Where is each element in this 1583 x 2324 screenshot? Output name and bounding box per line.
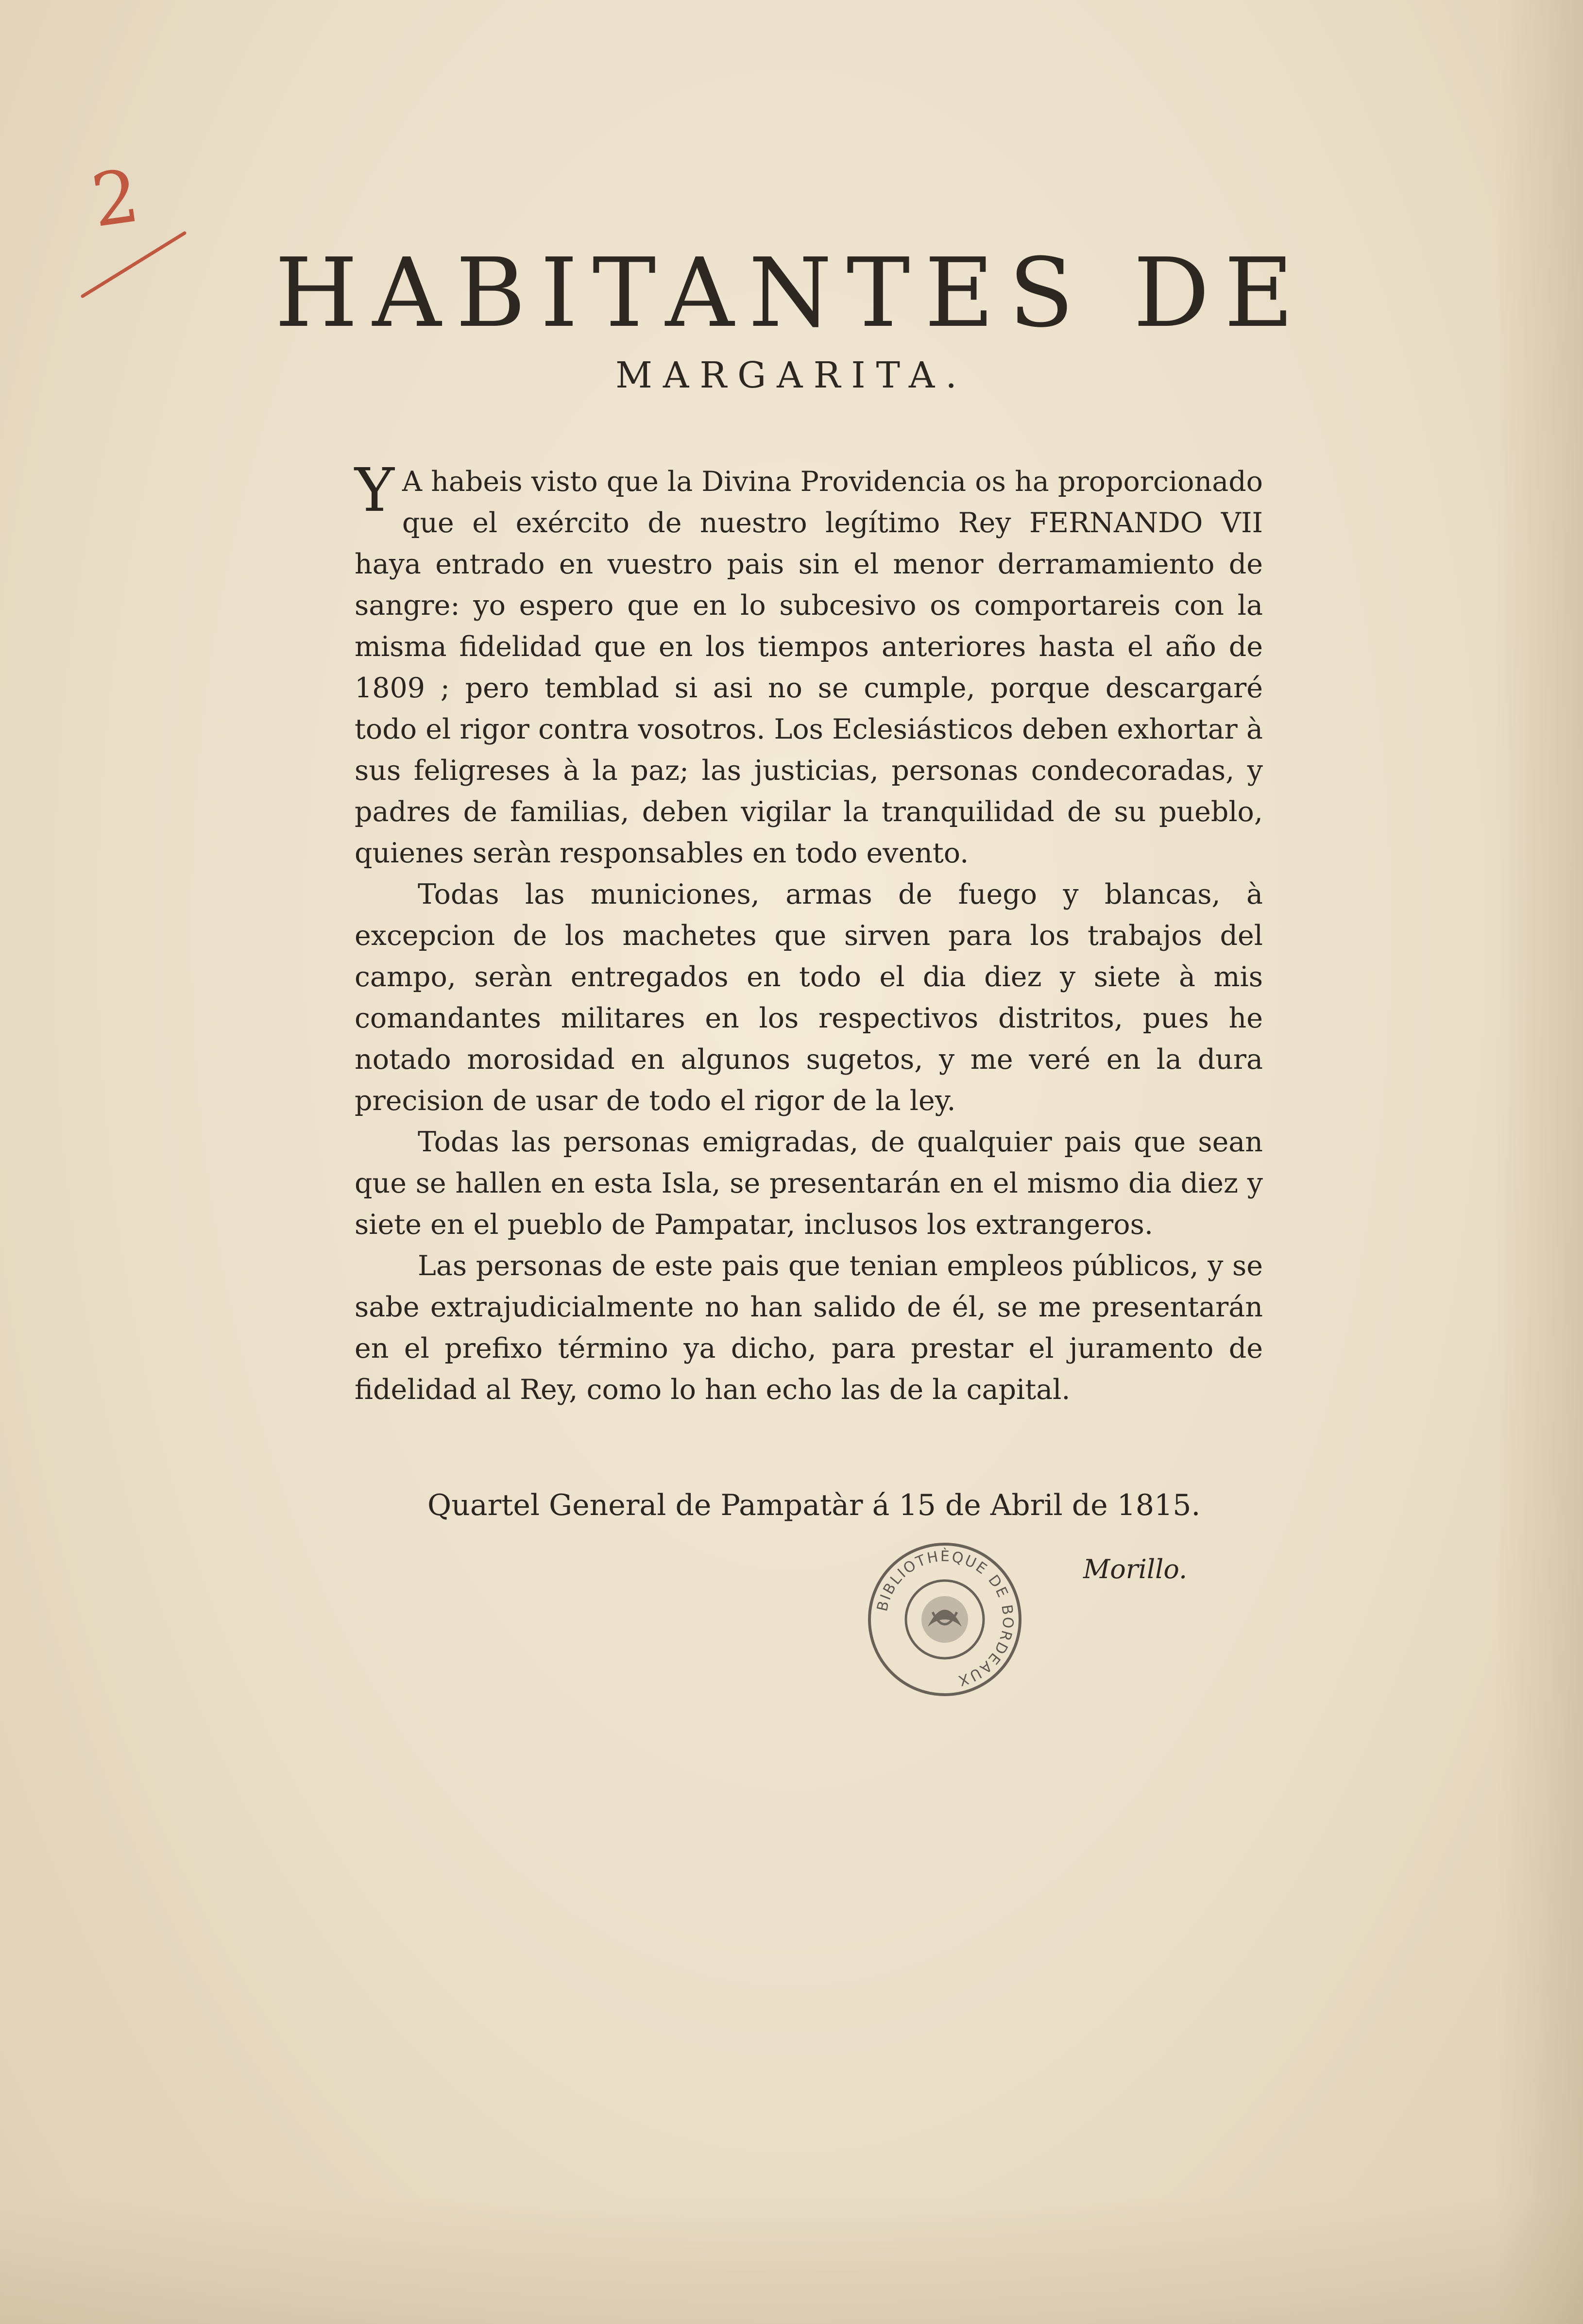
paragraph-4: Las personas de este pais que tenian empleos públicos, y se sabe extrajudicialmente no han salido de él, se me presentarán en el prefixo término ya dicho, para prestar el juramento de fidelidad al Rey, como lo han echo las de la capital. xyxy=(355,1250,1263,1406)
dateline: Quartel General de Pampatàr á 15 de Abril de 1815. xyxy=(427,1488,1201,1522)
folio-number: 2 xyxy=(86,153,144,244)
page-bottom-shadow xyxy=(0,2198,1583,2324)
stamp-emblem-icon xyxy=(921,1596,968,1643)
paragraph-1-text: A habeis visto que la Divina Providencia os ha proporcionado que el exército de nuestro legítimo Rey FERNANDO VII haya entrado en vuestro pais sin el menor derramamiento de sangre: yo espero que en lo subcesivo os comportareis con la misma fidelidad que en los tiempos anteriores hasta el año de 1809 ; pero temblad si asi no se cumple, porque descargaré todo el rigor contra vosotros. Los Eclesiásticos deben exhortar à sus feligreses à la paz; las justicias, personas condecoradas, y padres de familias, deben vigilar la tranquilidad de su pueblo, quienes seràn responsables en todo evento. xyxy=(355,466,1263,869)
stamp-text: BIBLIOTHÈQUE DE BORDEAUX xyxy=(874,1548,1017,1690)
decree-body xyxy=(355,455,1263,1411)
page-title: HABITANTES DE xyxy=(274,238,1309,349)
page-subtitle: MARGARITA. xyxy=(615,354,968,396)
signature: Morillo. xyxy=(1083,1554,1188,1584)
paragraph-1 xyxy=(355,455,1263,874)
paragraph-3: Todas las personas emigradas, de qualquier pais que sean que se hallen en esta Isla, se presentarán en el mismo dia diez y siete en el pueblo de Pampatar, inclusos los extrangeros. xyxy=(355,1126,1263,1241)
library-stamp xyxy=(865,1539,1025,1700)
drop-cap: Y xyxy=(355,455,394,525)
paragraph-2: Todas las municiones, armas de fuego y blancas, à excepcion de los machetes que sirven para los trabajos del campo, seràn entregados en todo el dia diez y siete à mis comandantes militares en los respectivos distritos, pues he notado morosidad en algunos sugetos, y me veré en la dura precision de usar de todo el rigor de la ley. xyxy=(355,878,1263,1117)
